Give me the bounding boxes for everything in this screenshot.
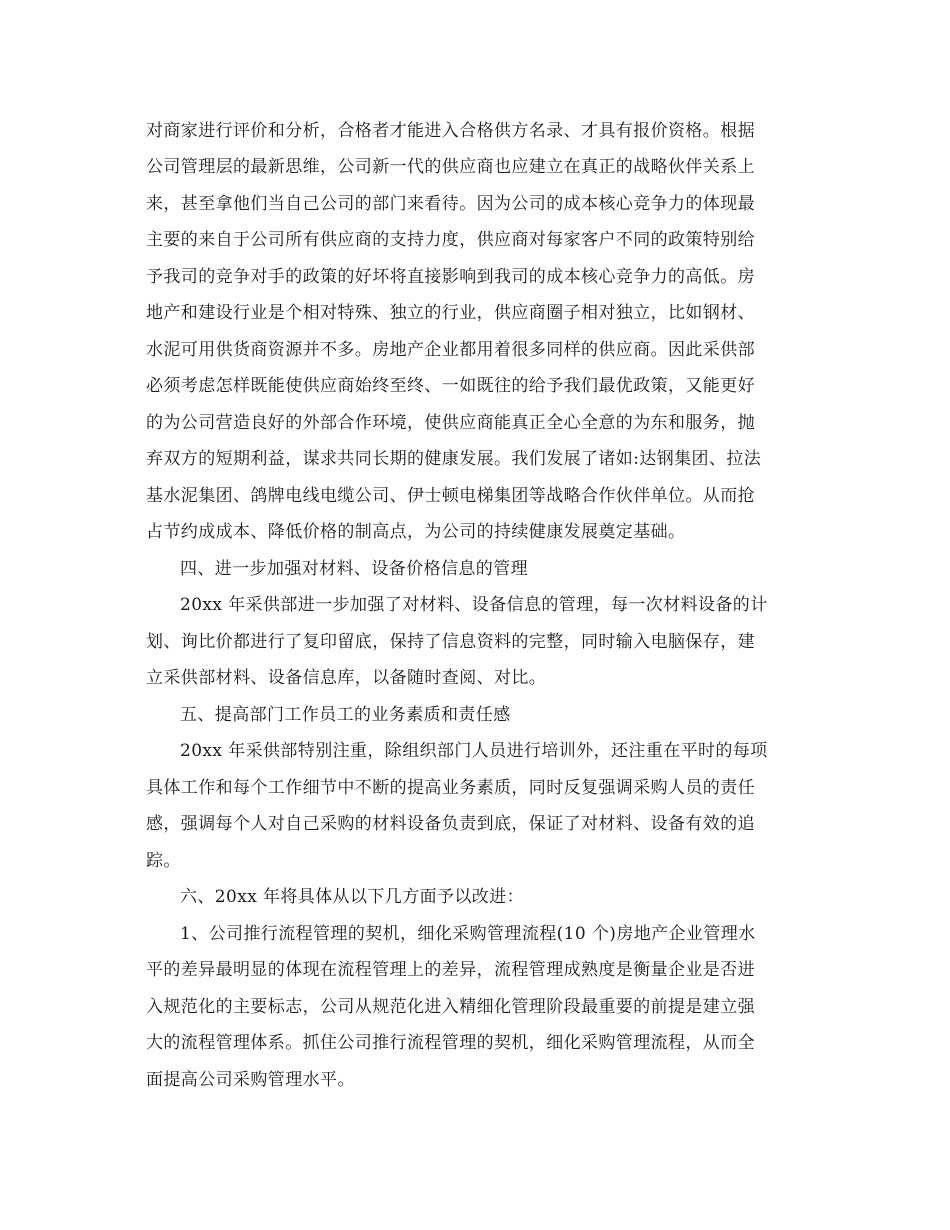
paragraph-line: 入规范化的主要标志，公司从规范化进入精细化管理阶段最重要的前提是建立强: [146, 997, 755, 1017]
paragraph-line: 踪。: [146, 851, 181, 871]
paragraph-line: 地产和建设行业是个相对特殊、独立的行业，供应商圈子相对独立，比如钢材、: [146, 303, 755, 323]
paragraph-line: 基水泥集团、鸽牌电线电缆公司、伊士顿电梯集团等战略合作伙伴单位。从而抢: [146, 486, 755, 506]
paragraph-line: 1、公司推行流程管理的契机，细化采购管理流程(10 个)房地产企业管理水: [180, 924, 756, 944]
paragraph-line: 的为公司营造良好的外部合作环境，使供应商能真正全心全意的为东和服务，抛: [146, 413, 755, 433]
paragraph-line: 感，强调每个人对自己采购的材料设备负责到底，保证了对材料、设备有效的追: [146, 814, 755, 834]
paragraph-line: 予我司的竞争对手的政策的好坏将直接影响到我司的成本核心竞争力的高低。房: [146, 267, 755, 287]
section-heading-6: 六、20xx 年将具体从以下几方面予以改进：: [180, 887, 525, 907]
paragraph-line: 大的流程管理体系。抓住公司推行流程管理的契机，细化采购管理流程，从而全: [146, 1033, 755, 1053]
section-heading-5: 五、提高部门工作员工的业务素质和责任感: [180, 705, 511, 725]
paragraph-line: 公司管理层的最新思维，公司新一代的供应商也应建立在真正的战略伙伴关系上: [146, 157, 755, 177]
paragraph-line: 划、询比价都进行了复印留底，保持了信息资料的完整，同时输入电脑保存，建: [146, 632, 755, 652]
paragraph-line: 立采供部材料、设备信息库，以备随时查阅、对比。: [146, 668, 547, 688]
paragraph-line: 占节约成成本、降低价格的制高点，为公司的持续健康发展奠定基础。: [146, 522, 686, 542]
paragraph-line: 面提高公司采购管理水平。: [146, 1070, 355, 1090]
paragraph-line: 具体工作和每个工作细节中不断的提高业务素质，同时反复强调采购人员的责任: [146, 778, 755, 798]
paragraph-line: 20xx 年采供部特别注重，除组织部门人员进行培训外，还注重在平时的每项: [180, 741, 768, 761]
section-heading-4: 四、进一步加强对材料、设备价格信息的管理: [180, 559, 528, 579]
paragraph-line: 弃双方的短期利益，谋求共同长期的健康发展。我们发展了诸如:达钢集团、拉法: [146, 449, 762, 469]
paragraph-line: 必须考虑怎样既能使供应商始终至终、一如既往的给予我们最优政策，又能更好: [146, 376, 755, 396]
paragraph-line: 来，甚至拿他们当自己公司的部门来看待。因为公司的成本核心竞争力的体现最: [146, 194, 755, 214]
paragraph-line: 对商家进行评价和分析，合格者才能进入合格供方名录、才具有报价资格。根据: [146, 121, 755, 141]
paragraph-line: 主要的来自于公司所有供应商的支持力度，供应商对每家客户不同的政策特别给: [146, 230, 755, 250]
paragraph-line: 水泥可用供货商资源并不多。房地产企业都用着很多同样的供应商。因此采供部: [146, 340, 755, 360]
paragraph-line: 平的差异最明显的体现在流程管理上的差异，流程管理成熟度是衡量企业是否进: [146, 960, 755, 980]
paragraph-line: 20xx 年采供部进一步加强了对材料、设备信息的管理，每一次材料设备的计: [180, 595, 768, 615]
